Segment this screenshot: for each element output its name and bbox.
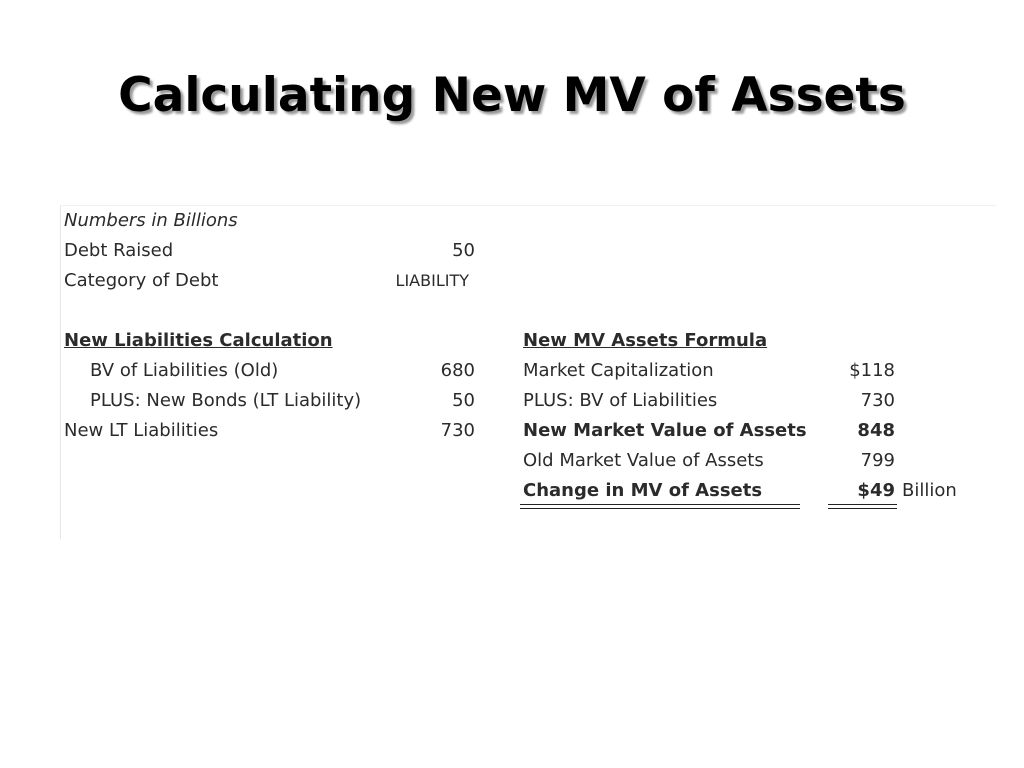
left-section-heading: New Liabilities Calculation [64,330,333,351]
spreadsheet-table [60,205,996,539]
slide-title: Calculating New MV of Assets [118,68,906,123]
debt-category-value: LIABILITY [395,271,469,290]
change-mv-assets-unit: Billion [902,480,957,501]
new-bonds-value: 50 [452,390,475,411]
change-mv-assets-value: $49 [857,480,895,501]
old-mv-assets-value: 799 [860,450,895,471]
change-mv-assets-label: Change in MV of Assets [523,480,763,501]
new-lt-liabilities-label: New LT Liabilities [64,420,219,441]
market-cap-label: Market Capitalization [523,360,714,381]
old-mv-assets-label: Old Market Value of Assets [523,450,764,471]
new-bonds-label: PLUS: New Bonds (LT Liability) [90,390,362,411]
plus-bv-liabilities-value: 730 [860,390,895,411]
bv-liabilities-old-label: BV of Liabilities (Old) [90,360,279,381]
market-cap-value: $118 [849,360,895,381]
bv-liabilities-old-value: 680 [440,360,475,381]
debt-raised-label: Debt Raised [64,240,174,261]
new-mv-assets-value: 848 [857,420,895,441]
right-section-heading: New MV Assets Formula [523,330,768,351]
debt-category-label: Category of Debt [64,270,219,291]
total-label-double-underline [520,504,800,509]
new-mv-assets-label: New Market Value of Assets [523,420,807,441]
new-lt-liabilities-value: 730 [440,420,475,441]
debt-raised-value: 50 [452,240,475,261]
total-value-double-underline [828,504,897,509]
units-note: Numbers in Billions [64,210,238,231]
plus-bv-liabilities-label: PLUS: BV of Liabilities [523,390,718,411]
